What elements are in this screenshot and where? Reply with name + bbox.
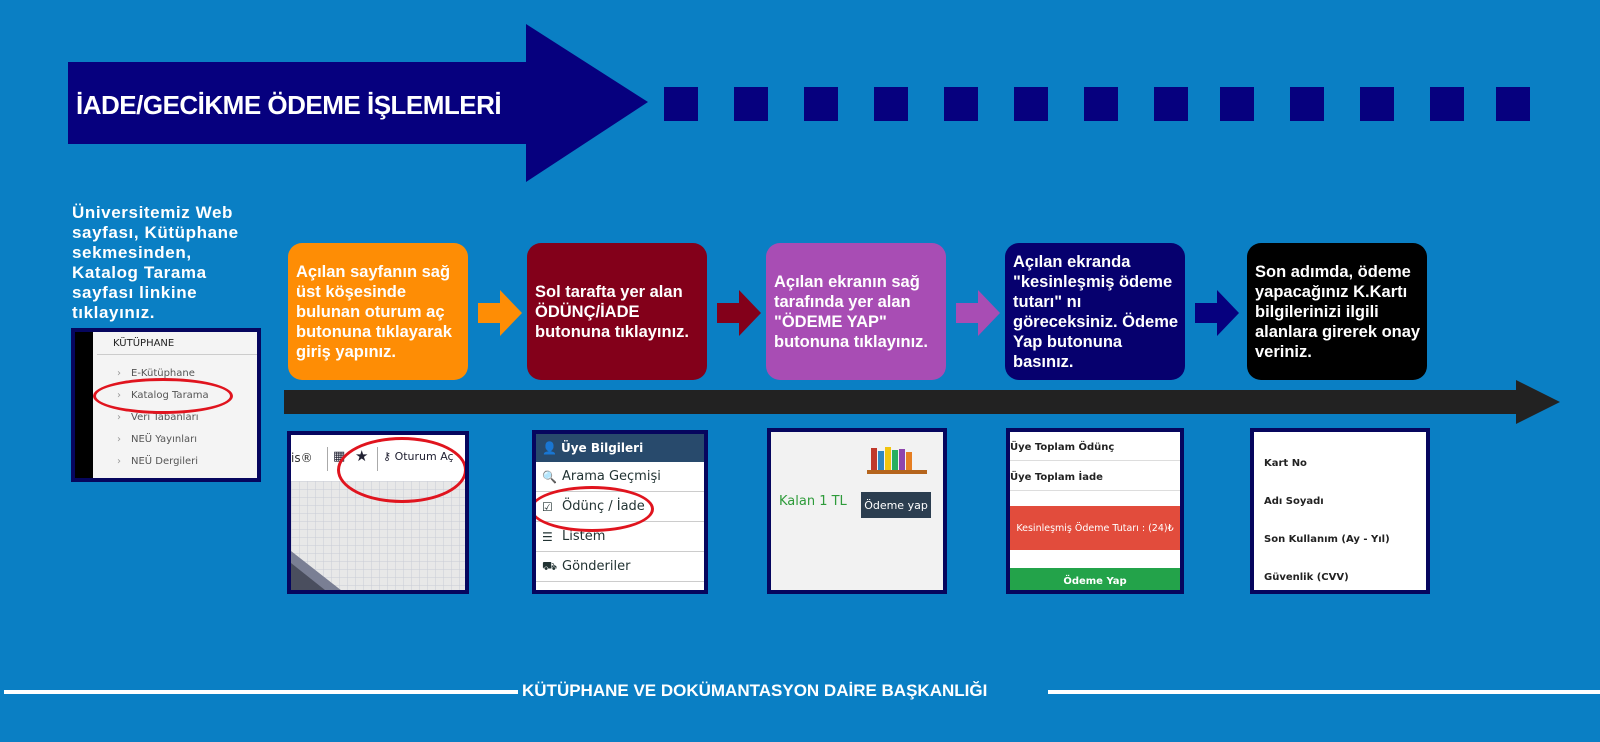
step-1-text: Açılan sayfanın sağ üst köşesinde bulunan oturum aç butonuna tıklayarak giriş yapınız. [296, 262, 452, 361]
star-icon[interactable]: ★ [355, 447, 369, 465]
chevron-right-icon: › [117, 434, 121, 445]
divider [97, 354, 259, 355]
member-menu-thumbnail [532, 430, 708, 594]
bookshelf-icon [867, 444, 931, 480]
library-item-ekutuphane[interactable]: › E-Kütüphane [117, 368, 195, 379]
highlight-ring [337, 437, 467, 503]
total-thumbnail [1006, 428, 1184, 594]
login-thumbnail [287, 431, 469, 594]
footer-line-left [4, 690, 518, 694]
member-menu-header: 👤 Üye Bilgileri [536, 434, 704, 462]
library-item-katalog-tarama[interactable]: › Katalog Tarama [117, 390, 209, 401]
footer-text: KÜTÜPHANE VE DOKÜMANTASYON DAİRE BAŞKANLIĞI [522, 681, 988, 700]
step-3-box [766, 243, 946, 380]
card-holder-label: Adı Soyadı [1264, 496, 1324, 507]
step-2-text: Sol tarafta yer alan ÖDÜNÇ/İADE butonuna tıklayınız. [535, 282, 690, 341]
trail-square [1290, 87, 1324, 121]
chevron-right-icon: › [117, 368, 121, 379]
trail-square [1430, 87, 1464, 121]
calendar-icon[interactable]: ▦ [333, 449, 346, 464]
trail-square [1014, 87, 1048, 121]
search-icon: 🔍 [542, 469, 557, 484]
trail-square [1154, 87, 1188, 121]
pay-now-button[interactable]: Ödeme Yap [1010, 568, 1180, 594]
user-icon: 👤 [542, 441, 557, 455]
payment-thumbnail [767, 428, 947, 594]
trail-square [664, 87, 698, 121]
trail-square [734, 87, 768, 121]
loan-total-label: Üye Toplam Ödünç [1010, 442, 1115, 453]
library-menu-thumbnail [71, 328, 261, 482]
library-item-neu-yayinlari[interactable]: › NEÜ Yayınları [117, 434, 197, 445]
connector-arrow-4 [1195, 290, 1239, 336]
chevron-right-icon: › [117, 412, 121, 423]
menu-item-search-history[interactable]: 🔍 Arama Geçmişi [536, 462, 704, 492]
library-item-veri-tabanlari[interactable]: › Veri Tabanları [117, 412, 199, 423]
step-4-box [1005, 243, 1185, 380]
card-number-label: Kart No [1264, 458, 1307, 469]
menu-item-sent[interactable]: ⛟ Gönderiler [536, 552, 704, 582]
trail-square [1220, 87, 1254, 121]
page-title: İADE/GECİKME ÖDEME İŞLEMLERİ [76, 90, 502, 120]
highlight-ring [532, 486, 654, 532]
divider [327, 447, 328, 471]
timeline-arrow [284, 380, 1560, 424]
list-icon: ☰ [542, 529, 553, 544]
truck-icon: ⛟ [542, 558, 558, 573]
connector-arrow-3 [956, 290, 1000, 336]
divider [1010, 490, 1180, 491]
balance-text: Kalan 1 TL [779, 494, 847, 509]
trail-square [1084, 87, 1118, 121]
site-name-partial: is® [291, 451, 313, 465]
divider [1010, 460, 1180, 461]
footer-line-right [1048, 690, 1600, 694]
menu-item-list[interactable]: ☰ Listem [536, 522, 704, 552]
return-total-label: Üye Toplam İade [1010, 472, 1103, 483]
highlight-ring [93, 378, 233, 414]
intro-text: Üniversitemiz Web sayfası, Kütüphane sekmesinden, Katalog Tarama sayfası linkine tıklayınız. [72, 203, 239, 322]
step-5-box [1247, 243, 1427, 380]
final-amount-banner: Kesinleşmiş Ödeme Tutarı : (24)₺ [1010, 506, 1180, 550]
trail-square [1360, 87, 1394, 121]
library-item-neu-dergileri[interactable]: › NEÜ Dergileri [117, 456, 199, 467]
trail-square [1496, 87, 1530, 121]
trail-square [804, 87, 838, 121]
cvv-label: Güvenlik (CVV) [1264, 572, 1349, 583]
library-menu-header: KÜTÜPHANE [113, 338, 175, 349]
login-button[interactable]: ⚷ Oturum Aç [383, 450, 454, 463]
step-2-box [527, 243, 707, 380]
step-3-text: Açılan ekranın sağ tarafında yer alan "ÖDEME YAP" butonuna tıklayınız. [774, 272, 929, 351]
pay-button[interactable]: Ödeme yap [861, 492, 931, 518]
expiry-label: Son Kullanım (Ay - Yıl) [1264, 534, 1390, 545]
chevron-right-icon: › [117, 390, 121, 401]
menu-item-loan-return[interactable]: ☑ Ödünç / İade [536, 492, 704, 522]
trail-square [874, 87, 908, 121]
chevron-right-icon: › [117, 456, 121, 467]
card-form-thumbnail [1250, 428, 1430, 594]
calendar-check-icon: ☑ [542, 499, 553, 514]
step-5-text: Son adımda, ödeme yapacağınız K.Kartı bilgilerinizi ilgili alanlara girerek onay veriniz. [1255, 262, 1421, 361]
connector-arrow-2 [717, 290, 761, 336]
step-1-box [288, 243, 468, 380]
step-4-text: Açılan ekranda "kesinleşmiş ödeme tutarı" nı göreceksiniz. Ödeme Yap butonuna basınız. [1013, 252, 1179, 371]
trail-square [944, 87, 978, 121]
key-icon: ⚷ [383, 450, 395, 463]
menu-sidebar-strip [75, 332, 93, 478]
connector-arrow-1 [478, 290, 522, 336]
